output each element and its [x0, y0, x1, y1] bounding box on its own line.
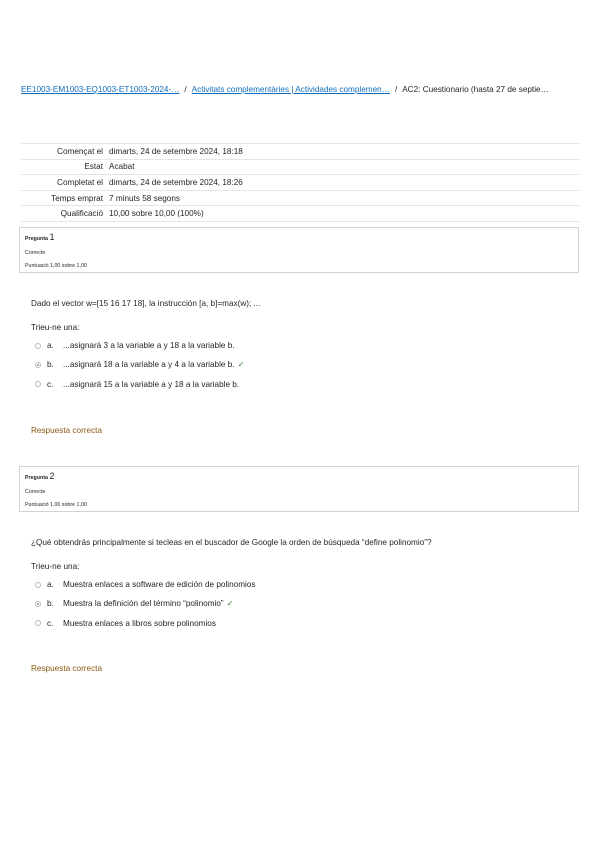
radio-icon[interactable] — [35, 601, 41, 607]
question-1-content — [31, 299, 571, 394]
answer-option-b[interactable] — [31, 355, 571, 374]
summary-row — [21, 206, 580, 222]
summary-label: Començat el — [21, 144, 109, 160]
summary-row — [21, 175, 580, 191]
option-letter: a. — [47, 580, 54, 590]
question-2-feedback: Respuesta correcta — [31, 664, 102, 673]
option-letter: b. — [47, 360, 54, 370]
answer-option-c[interactable] — [31, 375, 571, 394]
summary-row — [21, 144, 580, 160]
question-number: Pregunta 1 — [25, 232, 55, 242]
breadcrumb-section-link[interactable]: Activitats complementàries | Actividades complemen… — [191, 85, 390, 94]
check-icon: ✓ — [226, 599, 234, 609]
question-text: ¿Qué obtendrás principalmente si tecleas en el buscador de Google la orden de búsqueda “define polinomio”? — [31, 538, 432, 547]
option-letter: c. — [47, 379, 54, 389]
option-text: Muestra enlaces a libros sobre polinomios — [63, 618, 216, 628]
summary-row — [21, 190, 580, 206]
summary-value: 10,00 sobre 10,00 (100%) — [109, 206, 580, 222]
question-1-info — [19, 227, 579, 273]
question-state: Correcte — [25, 488, 46, 495]
check-icon: ✓ — [237, 360, 245, 370]
breadcrumb-current: AC2: Cuestionario (hasta 27 de septie… — [402, 85, 549, 94]
question-text: Dado el vector w=[15 16 17 18], la instrucción [a, b]=max(w); ... — [31, 299, 261, 308]
answer-option-a[interactable] — [31, 575, 571, 594]
answer-options — [31, 336, 571, 394]
summary-value: 7 minuts 58 segons — [109, 190, 580, 206]
summary-label: Qualificació — [21, 206, 109, 222]
question-number: Pregunta 2 — [25, 471, 55, 481]
option-text: ...asignará 18 a la variable a y 4 a la variable b. — [63, 360, 235, 370]
summary-row — [21, 159, 580, 175]
option-text: Muestra enlaces a software de edición de polinomios — [63, 580, 256, 590]
radio-icon[interactable] — [35, 620, 41, 626]
summary-label: Estat — [21, 159, 109, 175]
question-2-content — [31, 538, 571, 633]
radio-icon[interactable] — [35, 343, 41, 349]
summary-value: dimarts, 24 de setembre 2024, 18:18 — [109, 144, 580, 160]
question-2-info — [19, 466, 579, 512]
option-letter: a. — [47, 341, 54, 351]
breadcrumb-separator: / — [394, 85, 398, 94]
question-mark: Puntuació 1,00 sobre 1,00 — [25, 262, 87, 269]
summary-value: Acabat — [109, 159, 580, 175]
answer-prompt: Trieu-ne una: — [31, 562, 80, 571]
question-state: Correcte — [25, 249, 46, 256]
option-text: ...asignará 15 a la variable a y 18 a la variable b. — [63, 379, 240, 389]
answer-option-b[interactable] — [31, 594, 571, 613]
question-1-feedback: Respuesta correcta — [31, 426, 102, 435]
breadcrumb — [21, 85, 581, 94]
summary-label: Completat el — [21, 175, 109, 191]
option-letter: c. — [47, 618, 54, 628]
summary-value: dimarts, 24 de setembre 2024, 18:26 — [109, 175, 580, 191]
breadcrumb-separator: / — [184, 85, 187, 94]
question-mark: Puntuació 1,00 sobre 1,00 — [25, 501, 87, 508]
radio-icon[interactable] — [35, 362, 41, 368]
breadcrumb-course-link[interactable]: EE1003-EM1003-EQ1003-ET1003-2024-… — [21, 85, 180, 94]
radio-icon[interactable] — [35, 381, 41, 387]
option-text: ...asignará 3 a la variable a y 18 a la variable b. — [63, 341, 235, 351]
answer-option-a[interactable] — [31, 336, 571, 355]
summary-label: Temps emprat — [21, 190, 109, 206]
radio-icon[interactable] — [35, 582, 41, 588]
attempt-summary-table — [21, 143, 580, 222]
answer-option-c[interactable] — [31, 614, 571, 633]
option-letter: b. — [47, 599, 54, 609]
answer-prompt: Trieu-ne una: — [31, 323, 80, 332]
answer-options — [31, 575, 571, 633]
option-text: Muestra la definición del término “polinomio” — [63, 599, 224, 609]
